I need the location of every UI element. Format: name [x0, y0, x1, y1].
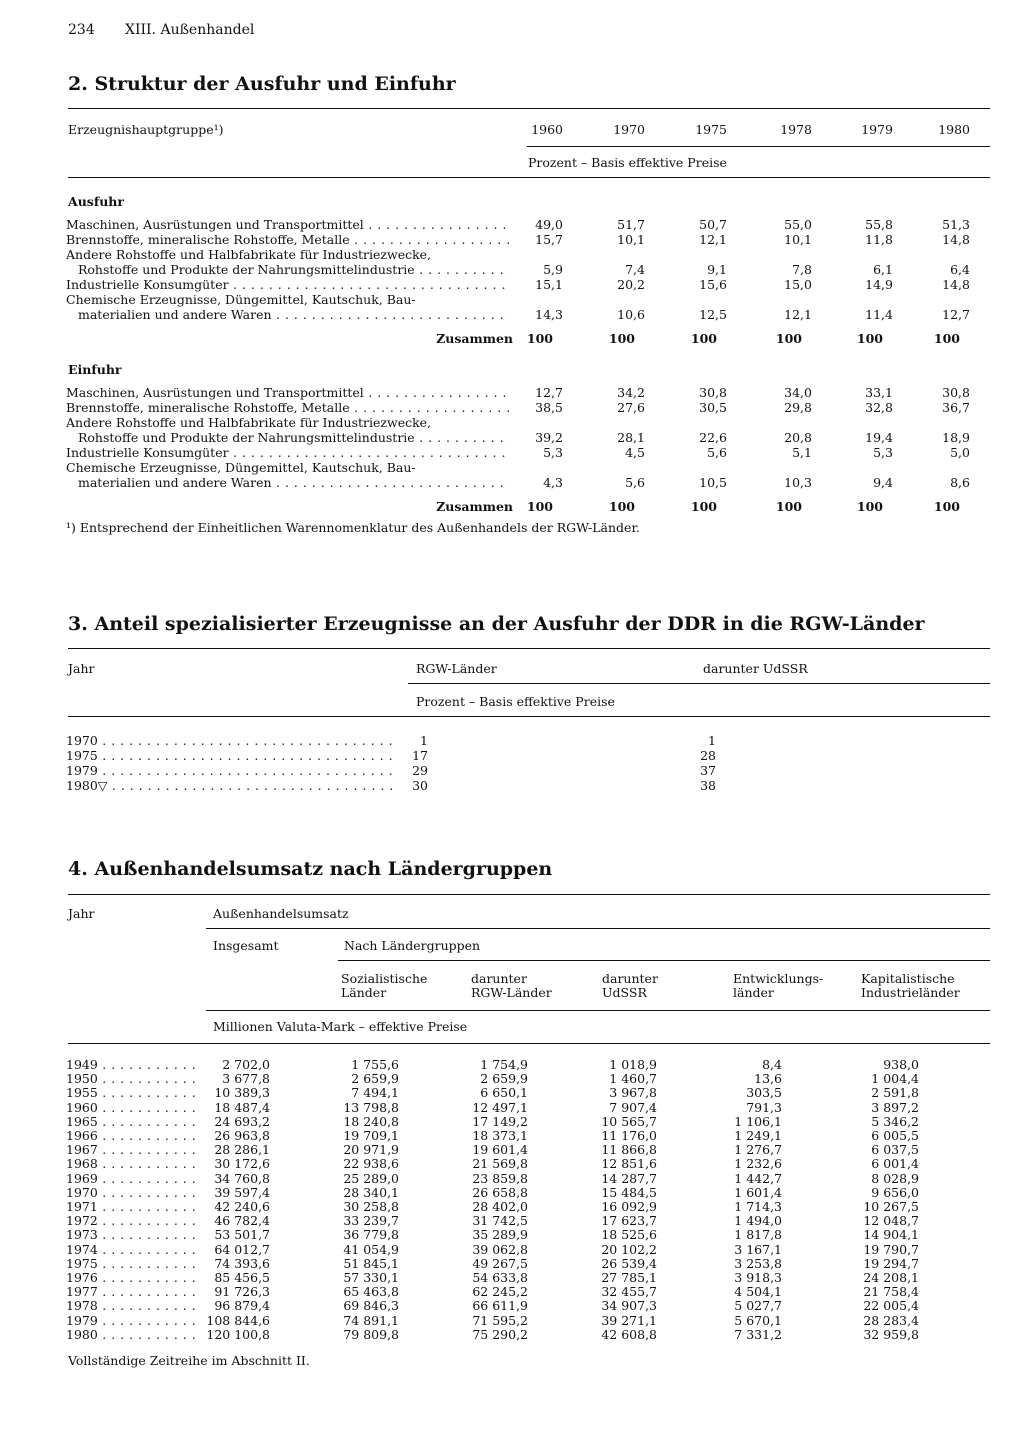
- table3-rule: [68, 716, 990, 717]
- table3-rule: [408, 683, 990, 684]
- table4-cell: 1 714,3: [734, 1199, 782, 1214]
- table4-cell: 17 149,2: [472, 1113, 528, 1129]
- table2-cell: 7,4: [625, 262, 645, 277]
- table2-cell: 10,1: [784, 232, 812, 247]
- table2-cell: 28,1: [617, 430, 645, 445]
- table4-cell: 6 001,4: [871, 1156, 919, 1172]
- table4-cell: 108 844,6: [206, 1312, 270, 1328]
- table4-cell: 14 287,7: [601, 1170, 657, 1186]
- table2-year-header: 1980: [938, 122, 970, 137]
- table4-cell: 39 597,4: [214, 1184, 270, 1200]
- table2-cell: 51,3: [942, 217, 970, 232]
- table4-cell: 12 851,6: [601, 1156, 657, 1172]
- table4-cell: 24 208,1: [863, 1270, 919, 1285]
- table4-cell: 16 092,9: [601, 1199, 657, 1214]
- table2-total-cell: 100: [608, 331, 635, 346]
- table4-cell: 39 062,8: [472, 1241, 528, 1257]
- table4-cell: 24 693,2: [214, 1113, 270, 1129]
- table2-cell: 14,8: [942, 232, 970, 247]
- table3-title: 3. Anteil spezialisierter Erzeugnisse an der Ausfuhr der DDR in die RGW-Länder: [68, 613, 925, 635]
- table4-cell: 8,4: [762, 1057, 782, 1072]
- table4-cell: 31 742,5: [472, 1213, 528, 1229]
- table2-cell: 10,5: [699, 475, 727, 490]
- table4-cell: 27 785,1: [601, 1270, 657, 1285]
- table2-total-cell: 100: [775, 499, 802, 514]
- table3-cell-udssr: 37: [700, 763, 716, 778]
- table2-row-label: Chemische Erzeugnisse, Düngemittel, Kautschuk, Bau-: [66, 460, 416, 475]
- table4-cell: 66 611,9: [472, 1298, 528, 1314]
- table4-row-year: 1955 . . .: [66, 1085, 196, 1100]
- table4-cell: 1 460,7: [609, 1071, 657, 1087]
- table2-cell: 5,3: [543, 445, 563, 460]
- table4-cell: 26 539,4: [601, 1255, 657, 1271]
- table3-col-year: Jahr: [68, 661, 95, 676]
- table3-top-rule: [68, 648, 990, 649]
- table2-year-header: 1979: [861, 122, 893, 137]
- table2-cell: 10,6: [617, 307, 645, 322]
- table4-cell: 19 790,7: [863, 1241, 919, 1257]
- table2-cell: 5,0: [950, 445, 970, 460]
- table2-cell: 29,8: [784, 400, 812, 415]
- table4-cell: 74 393,6: [214, 1255, 270, 1271]
- table4-cell: 42 608,8: [601, 1326, 657, 1342]
- table4-cell: 65 463,8: [343, 1284, 399, 1300]
- table4-cell: 18 240,8: [343, 1113, 399, 1129]
- table2-rule: [68, 177, 990, 178]
- table2-total-cell: 100: [933, 331, 960, 346]
- table2-total-label: Zusammen: [436, 499, 513, 514]
- table2-cell: 9,1: [707, 262, 727, 277]
- table4-top-rule: [68, 894, 990, 895]
- table4-cell: 1 755,6: [351, 1057, 399, 1072]
- table2-total-cell: 100: [690, 499, 717, 514]
- table2-cell: 30,5: [699, 400, 727, 415]
- table4-cell: 74 891,1: [343, 1312, 399, 1328]
- table4-row-year: 1971 . . .: [66, 1199, 196, 1214]
- table2-cell: 4,5: [625, 445, 645, 460]
- table3-cell-rgw: 17: [412, 748, 428, 763]
- table2-cell: 5,9: [543, 262, 563, 277]
- table2-row-label: Industrielle Konsumgüter . . .: [66, 445, 510, 460]
- table4-cell: 54 633,8: [472, 1270, 528, 1285]
- table2-cell: 10,3: [784, 475, 812, 490]
- table4-cell: 26 963,8: [214, 1128, 270, 1143]
- table4-row-year: 1965 . . .: [66, 1114, 196, 1129]
- table2-cell: 5,1: [792, 445, 812, 460]
- table4-cell: 17 623,7: [601, 1213, 657, 1229]
- table4-title: 4. Außenhandelsumsatz nach Ländergruppen: [68, 858, 553, 880]
- table4-cell: 20 102,2: [601, 1241, 657, 1257]
- table2-cell: 51,7: [617, 217, 645, 232]
- table4-row-year: 1976 . . .: [66, 1270, 196, 1285]
- table4-cell: 28 402,0: [472, 1199, 528, 1214]
- table4-cell: 25 289,0: [343, 1170, 399, 1186]
- table2-cell: 8,6: [950, 475, 970, 490]
- table2-cell: 11,4: [865, 307, 893, 322]
- table4-cell: 33 239,7: [343, 1213, 399, 1229]
- table4-row-year: 1970 . . .: [66, 1185, 196, 1200]
- table3-cell-rgw: 29: [412, 763, 428, 778]
- table4-cell: 1 249,1: [734, 1128, 782, 1143]
- table4-cell: 19 601,4: [472, 1142, 528, 1158]
- table4-cell: 7 331,2: [734, 1326, 782, 1342]
- table4-cell: 57 330,1: [343, 1270, 399, 1285]
- table4-row-year: 1973 . . .: [66, 1227, 196, 1242]
- table2-cell: 34,0: [784, 385, 812, 400]
- table4-rule: [206, 928, 990, 929]
- table2-cell: 55,0: [784, 217, 812, 232]
- table2-cell: 20,2: [617, 277, 645, 292]
- table2-total-cell: 100: [690, 331, 717, 346]
- table4-cell: 1 018,9: [609, 1057, 657, 1072]
- table4-cell: 13 798,8: [343, 1099, 399, 1115]
- table4-cell: 3 918,3: [734, 1270, 782, 1285]
- table4-col-head: Entwicklungs-: [733, 971, 824, 986]
- table2-col-head: Erzeugnishauptgruppe¹): [68, 122, 224, 137]
- table2-cell: 5,3: [873, 445, 893, 460]
- table4-col-head: UdSSR: [602, 985, 647, 1000]
- table2-cell: 18,9: [942, 430, 970, 445]
- table4-cell: 3 167,1: [734, 1241, 782, 1257]
- table3-cell-rgw: 30: [412, 778, 428, 793]
- table4-cell: 18 487,4: [214, 1099, 270, 1115]
- table4-cell: 30 172,6: [214, 1156, 270, 1172]
- table4-cell: 8 028,9: [871, 1170, 919, 1186]
- table3-row-year: 1970 . . .: [66, 733, 396, 748]
- table4-cell: 2 702,0: [222, 1057, 270, 1072]
- table4-row-year: 1968 . . .: [66, 1156, 196, 1171]
- table2-row-label: Brennstoffe, mineralische Rohstoffe, Metalle . . .: [66, 232, 510, 247]
- table2-cell: 12,7: [942, 307, 970, 322]
- table4-cell: 10 267,5: [863, 1199, 919, 1214]
- table4-cell: 303,5: [746, 1085, 782, 1101]
- table2-cell: 7,8: [792, 262, 812, 277]
- table2-section-label: Einfuhr: [68, 362, 122, 377]
- table4-cell: 7 494,1: [351, 1085, 399, 1101]
- table2-cell: 4,3: [543, 475, 563, 490]
- table4-cell: 1 276,7: [734, 1142, 782, 1158]
- table2-total-cell: 100: [526, 331, 553, 346]
- table3-cell-udssr: 28: [700, 748, 716, 763]
- table2-total-cell: 100: [856, 331, 883, 346]
- table4-cell: 64 012,7: [214, 1241, 270, 1257]
- table2-row-label: Industrielle Konsumgüter . . .: [66, 277, 510, 292]
- table2-cell: 5,6: [625, 475, 645, 490]
- table4-cell: 39 271,1: [601, 1312, 657, 1328]
- table4-cell: 91 726,3: [214, 1284, 270, 1300]
- table2-cell: 34,2: [617, 385, 645, 400]
- table4-cell: 13,6: [754, 1071, 782, 1087]
- table4-cell: 35 289,9: [472, 1227, 528, 1243]
- table2-total-cell: 100: [856, 499, 883, 514]
- table4-cell: 19 294,7: [863, 1255, 919, 1271]
- table4-row-year: 1966 . . .: [66, 1128, 196, 1143]
- table2-cell: 19,4: [865, 430, 893, 445]
- table2-rule: [527, 146, 990, 147]
- table4-cell: 30 258,8: [343, 1199, 399, 1214]
- table4-rule: [206, 1010, 990, 1011]
- table4-cell: 2 659,9: [351, 1071, 399, 1087]
- table4-cell: 1 754,9: [480, 1057, 528, 1072]
- table2-title: 2. Struktur der Ausfuhr und Einfuhr: [68, 73, 456, 95]
- table3-unit: Prozent – Basis effektive Preise: [416, 694, 615, 709]
- table2-unit: Prozent – Basis effektive Preise: [528, 155, 727, 170]
- table3-row-year: 1975 . . .: [66, 748, 396, 763]
- table4-cell: 69 846,3: [343, 1298, 399, 1314]
- table2-cell: 27,6: [617, 400, 645, 415]
- table4-cell: 5 027,7: [734, 1298, 782, 1314]
- table2-row-label: Rohstoffe und Produkte der Nahrungsmittelindustrie . . .: [78, 262, 510, 277]
- table4-cell: 26 658,8: [472, 1184, 528, 1200]
- table4-row-year: 1950 . . .: [66, 1071, 196, 1086]
- table3-col-udssr: darunter UdSSR: [703, 661, 808, 676]
- table2-cell: 12,1: [699, 232, 727, 247]
- table4-col-head: darunter: [602, 971, 658, 986]
- table4-footnote: Vollständige Zeitreihe im Abschnitt II.: [68, 1353, 310, 1368]
- table4-cell: 49 267,5: [472, 1255, 528, 1271]
- table4-cell: 12 048,7: [863, 1213, 919, 1229]
- table4-cell: 22 005,4: [863, 1298, 919, 1314]
- table4-col-head: Kapitalistische: [861, 971, 955, 986]
- table2-cell: 55,8: [865, 217, 893, 232]
- table4-cell: 32 455,7: [601, 1284, 657, 1300]
- table2-total-cell: 100: [526, 499, 553, 514]
- table4-cell: 75 290,2: [472, 1326, 528, 1342]
- table2-top-rule: [68, 108, 990, 109]
- table4-cell: 28 283,4: [863, 1312, 919, 1328]
- table2-cell: 6,4: [950, 262, 970, 277]
- table4-cell: 34 907,3: [601, 1298, 657, 1314]
- table4-cell: 5 670,1: [734, 1312, 782, 1328]
- table4-cell: 46 782,4: [214, 1213, 270, 1229]
- table4-cell: 10 565,7: [601, 1113, 657, 1129]
- table4-cell: 10 389,3: [214, 1085, 270, 1101]
- table4-sub-head: Nach Ländergruppen: [344, 938, 481, 953]
- table2-total-cell: 100: [933, 499, 960, 514]
- table4-col-head: Länder: [341, 985, 387, 1000]
- table4-row-year: 1960 . . .: [66, 1100, 196, 1115]
- table4-cell: 21 569,8: [472, 1156, 528, 1172]
- table2-cell: 50,7: [699, 217, 727, 232]
- table4-cell: 62 245,2: [472, 1284, 528, 1300]
- table4-cell: 1 106,1: [734, 1113, 782, 1129]
- table4-cell: 9 656,0: [871, 1184, 919, 1200]
- table4-cell: 1 601,4: [734, 1184, 782, 1200]
- table3-row-year: 1979 . . .: [66, 763, 396, 778]
- table4-cell: 120 100,8: [206, 1326, 270, 1342]
- table2-year-header: 1978: [780, 122, 812, 137]
- table4-row-year: 1967 . . .: [66, 1142, 196, 1157]
- table2-cell: 14,3: [535, 307, 563, 322]
- table2-row-label: materialien und andere Waren . . .: [78, 475, 510, 490]
- table2-footnote: ¹) Entsprechend der Einheitlichen Warennomenklatur des Außenhandels der RGW-Länder.: [66, 520, 641, 535]
- table4-cell: 1 494,0: [734, 1213, 782, 1229]
- table4-cell: 1 232,6: [734, 1156, 782, 1172]
- table4-cell: 938,0: [883, 1057, 919, 1072]
- table4-cell: 79 809,8: [343, 1326, 399, 1342]
- table4-cell: 2 591,8: [871, 1085, 919, 1101]
- table2-cell: 6,1: [873, 262, 893, 277]
- table4-cell: 22 938,6: [343, 1156, 399, 1172]
- table4-col-head: Industrieländer: [861, 985, 960, 1000]
- table4-cell: 96 879,4: [214, 1298, 270, 1314]
- table2-cell: 36,7: [942, 400, 970, 415]
- table4-cell: 1 004,4: [871, 1071, 919, 1087]
- table4-unit: Millionen Valuta-Mark – effektive Preise: [213, 1019, 468, 1034]
- table2-cell: 14,8: [942, 277, 970, 292]
- table2-cell: 11,8: [865, 232, 893, 247]
- table2-cell: 15,0: [784, 277, 812, 292]
- table4-cell: 5 346,2: [871, 1113, 919, 1129]
- table2-cell: 22,6: [699, 430, 727, 445]
- table4-cell: 11 866,8: [601, 1142, 657, 1158]
- table4-row-year: 1980 . . .: [66, 1327, 196, 1342]
- table4-rule: [338, 960, 990, 961]
- table4-row-year: 1949 . . .: [66, 1057, 196, 1072]
- table2-cell: 12,1: [784, 307, 812, 322]
- table4-cell: 20 971,9: [343, 1142, 399, 1158]
- table2-cell: 9,4: [873, 475, 893, 490]
- table4-col-head: länder: [733, 985, 774, 1000]
- table2-cell: 12,7: [535, 385, 563, 400]
- table4-cell: 6 650,1: [480, 1085, 528, 1101]
- table4-cell: 42 240,6: [214, 1199, 270, 1214]
- table4-row-year: 1978 . . .: [66, 1298, 196, 1313]
- table4-col-head: darunter: [471, 971, 527, 986]
- table4-cell: 28 286,1: [214, 1142, 270, 1158]
- table2-cell: 38,5: [535, 400, 563, 415]
- table2-row-label: Andere Rohstoffe und Halbfabrikate für Industriezwecke,: [66, 415, 432, 430]
- table4-cell: 32 959,8: [863, 1326, 919, 1342]
- table4-cell: 28 340,1: [343, 1184, 399, 1200]
- table4-cell: 85 456,5: [214, 1270, 270, 1285]
- table4-cell: 1 817,8: [734, 1227, 782, 1243]
- table4-col-head: RGW-Länder: [471, 985, 552, 1000]
- table4-cell: 18 373,1: [472, 1128, 528, 1143]
- table2-cell: 39,2: [535, 430, 563, 445]
- table3-col-rgw: RGW-Länder: [416, 661, 497, 676]
- table2-row-label: Chemische Erzeugnisse, Düngemittel, Kautschuk, Bau-: [66, 292, 416, 307]
- table4-cell: 23 859,8: [472, 1170, 528, 1186]
- table2-row-label: Rohstoffe und Produkte der Nahrungsmittelindustrie . . .: [78, 430, 510, 445]
- table2-year-header: 1970: [613, 122, 645, 137]
- page-number: 234: [68, 22, 95, 38]
- table4-cell: 15 484,5: [601, 1184, 657, 1200]
- table4-cell: 6 037,5: [871, 1142, 919, 1158]
- table4-cell: 3 897,2: [871, 1099, 919, 1115]
- table4-cell: 4 504,1: [734, 1284, 782, 1300]
- table4-cell: 2 659,9: [480, 1071, 528, 1087]
- table4-cell: 18 525,6: [601, 1227, 657, 1243]
- table4-cell: 11 176,0: [601, 1128, 657, 1143]
- table4-cell: 34 760,8: [214, 1170, 270, 1186]
- table4-cell: 14 904,1: [863, 1227, 919, 1243]
- table2-total-cell: 100: [775, 331, 802, 346]
- table2-row-label: Maschinen, Ausrüstungen und Transportmittel . . .: [66, 217, 510, 232]
- table3-cell-rgw: 1: [420, 733, 428, 748]
- table3-cell-udssr: 38: [700, 778, 716, 793]
- table2-cell: 20,8: [784, 430, 812, 445]
- table2-cell: 30,8: [942, 385, 970, 400]
- table3-row-year: 1980▽ . . .: [66, 778, 396, 793]
- table2-total-cell: 100: [608, 499, 635, 514]
- table2-row-label: Maschinen, Ausrüstungen und Transportmittel . . .: [66, 385, 510, 400]
- table2-cell: 5,6: [707, 445, 727, 460]
- table4-cell: 6 005,5: [871, 1128, 919, 1143]
- table2-cell: 32,8: [865, 400, 893, 415]
- table4-cell: 7 907,4: [609, 1099, 657, 1115]
- table4-cell: 51 845,1: [343, 1255, 399, 1271]
- table2-cell: 12,5: [699, 307, 727, 322]
- table4-col-total: Insgesamt: [213, 938, 279, 953]
- table4-cell: 12 497,1: [472, 1099, 528, 1115]
- running-head: XIII. Außenhandel: [125, 22, 255, 38]
- table2-row-label: Andere Rohstoffe und Halbfabrikate für Industriezwecke,: [66, 247, 432, 262]
- table4-row-year: 1974 . . .: [66, 1242, 196, 1257]
- table4-cell: 71 595,2: [472, 1312, 528, 1328]
- table2-year-header: 1975: [695, 122, 727, 137]
- table4-col-head: Sozialistische: [341, 971, 428, 986]
- table3-cell-udssr: 1: [708, 733, 716, 748]
- table4-cell: 53 501,7: [214, 1227, 270, 1243]
- table4-cell: 3 253,8: [734, 1255, 782, 1271]
- table4-cell: 41 054,9: [343, 1241, 399, 1257]
- table2-total-label: Zusammen: [436, 331, 513, 346]
- table4-row-year: 1969 . . .: [66, 1171, 196, 1186]
- table2-year-header: 1960: [531, 122, 563, 137]
- table2-cell: 49,0: [535, 217, 563, 232]
- table4-row-year: 1977 . . .: [66, 1284, 196, 1299]
- table2-section-label: Ausfuhr: [68, 194, 124, 209]
- table4-cell: 791,3: [746, 1099, 782, 1115]
- table2-cell: 14,9: [865, 277, 893, 292]
- table2-cell: 15,6: [699, 277, 727, 292]
- table2-row-label: Brennstoffe, mineralische Rohstoffe, Metalle . . .: [66, 400, 510, 415]
- table4-cell: 1 442,7: [734, 1170, 782, 1186]
- table2-row-label: materialien und andere Waren . . .: [78, 307, 510, 322]
- table4-cell: 19 709,1: [343, 1128, 399, 1143]
- table2-cell: 30,8: [699, 385, 727, 400]
- table4-cell: 21 758,4: [863, 1284, 919, 1300]
- table2-cell: 15,7: [535, 232, 563, 247]
- table4-row-year: 1975 . . .: [66, 1256, 196, 1271]
- table2-cell: 10,1: [617, 232, 645, 247]
- table4-cell: 3 967,8: [609, 1085, 657, 1101]
- table4-cell: 36 779,8: [343, 1227, 399, 1243]
- table4-rule: [68, 1043, 990, 1044]
- table4-row-year: 1972 . . .: [66, 1213, 196, 1228]
- table4-col-year: Jahr: [68, 906, 95, 921]
- table4-cell: 3 677,8: [222, 1071, 270, 1087]
- table2-cell: 33,1: [865, 385, 893, 400]
- table4-row-year: 1979 . . .: [66, 1313, 196, 1328]
- table2-cell: 15,1: [535, 277, 563, 292]
- table4-group-head: Außenhandelsumsatz: [213, 906, 349, 921]
